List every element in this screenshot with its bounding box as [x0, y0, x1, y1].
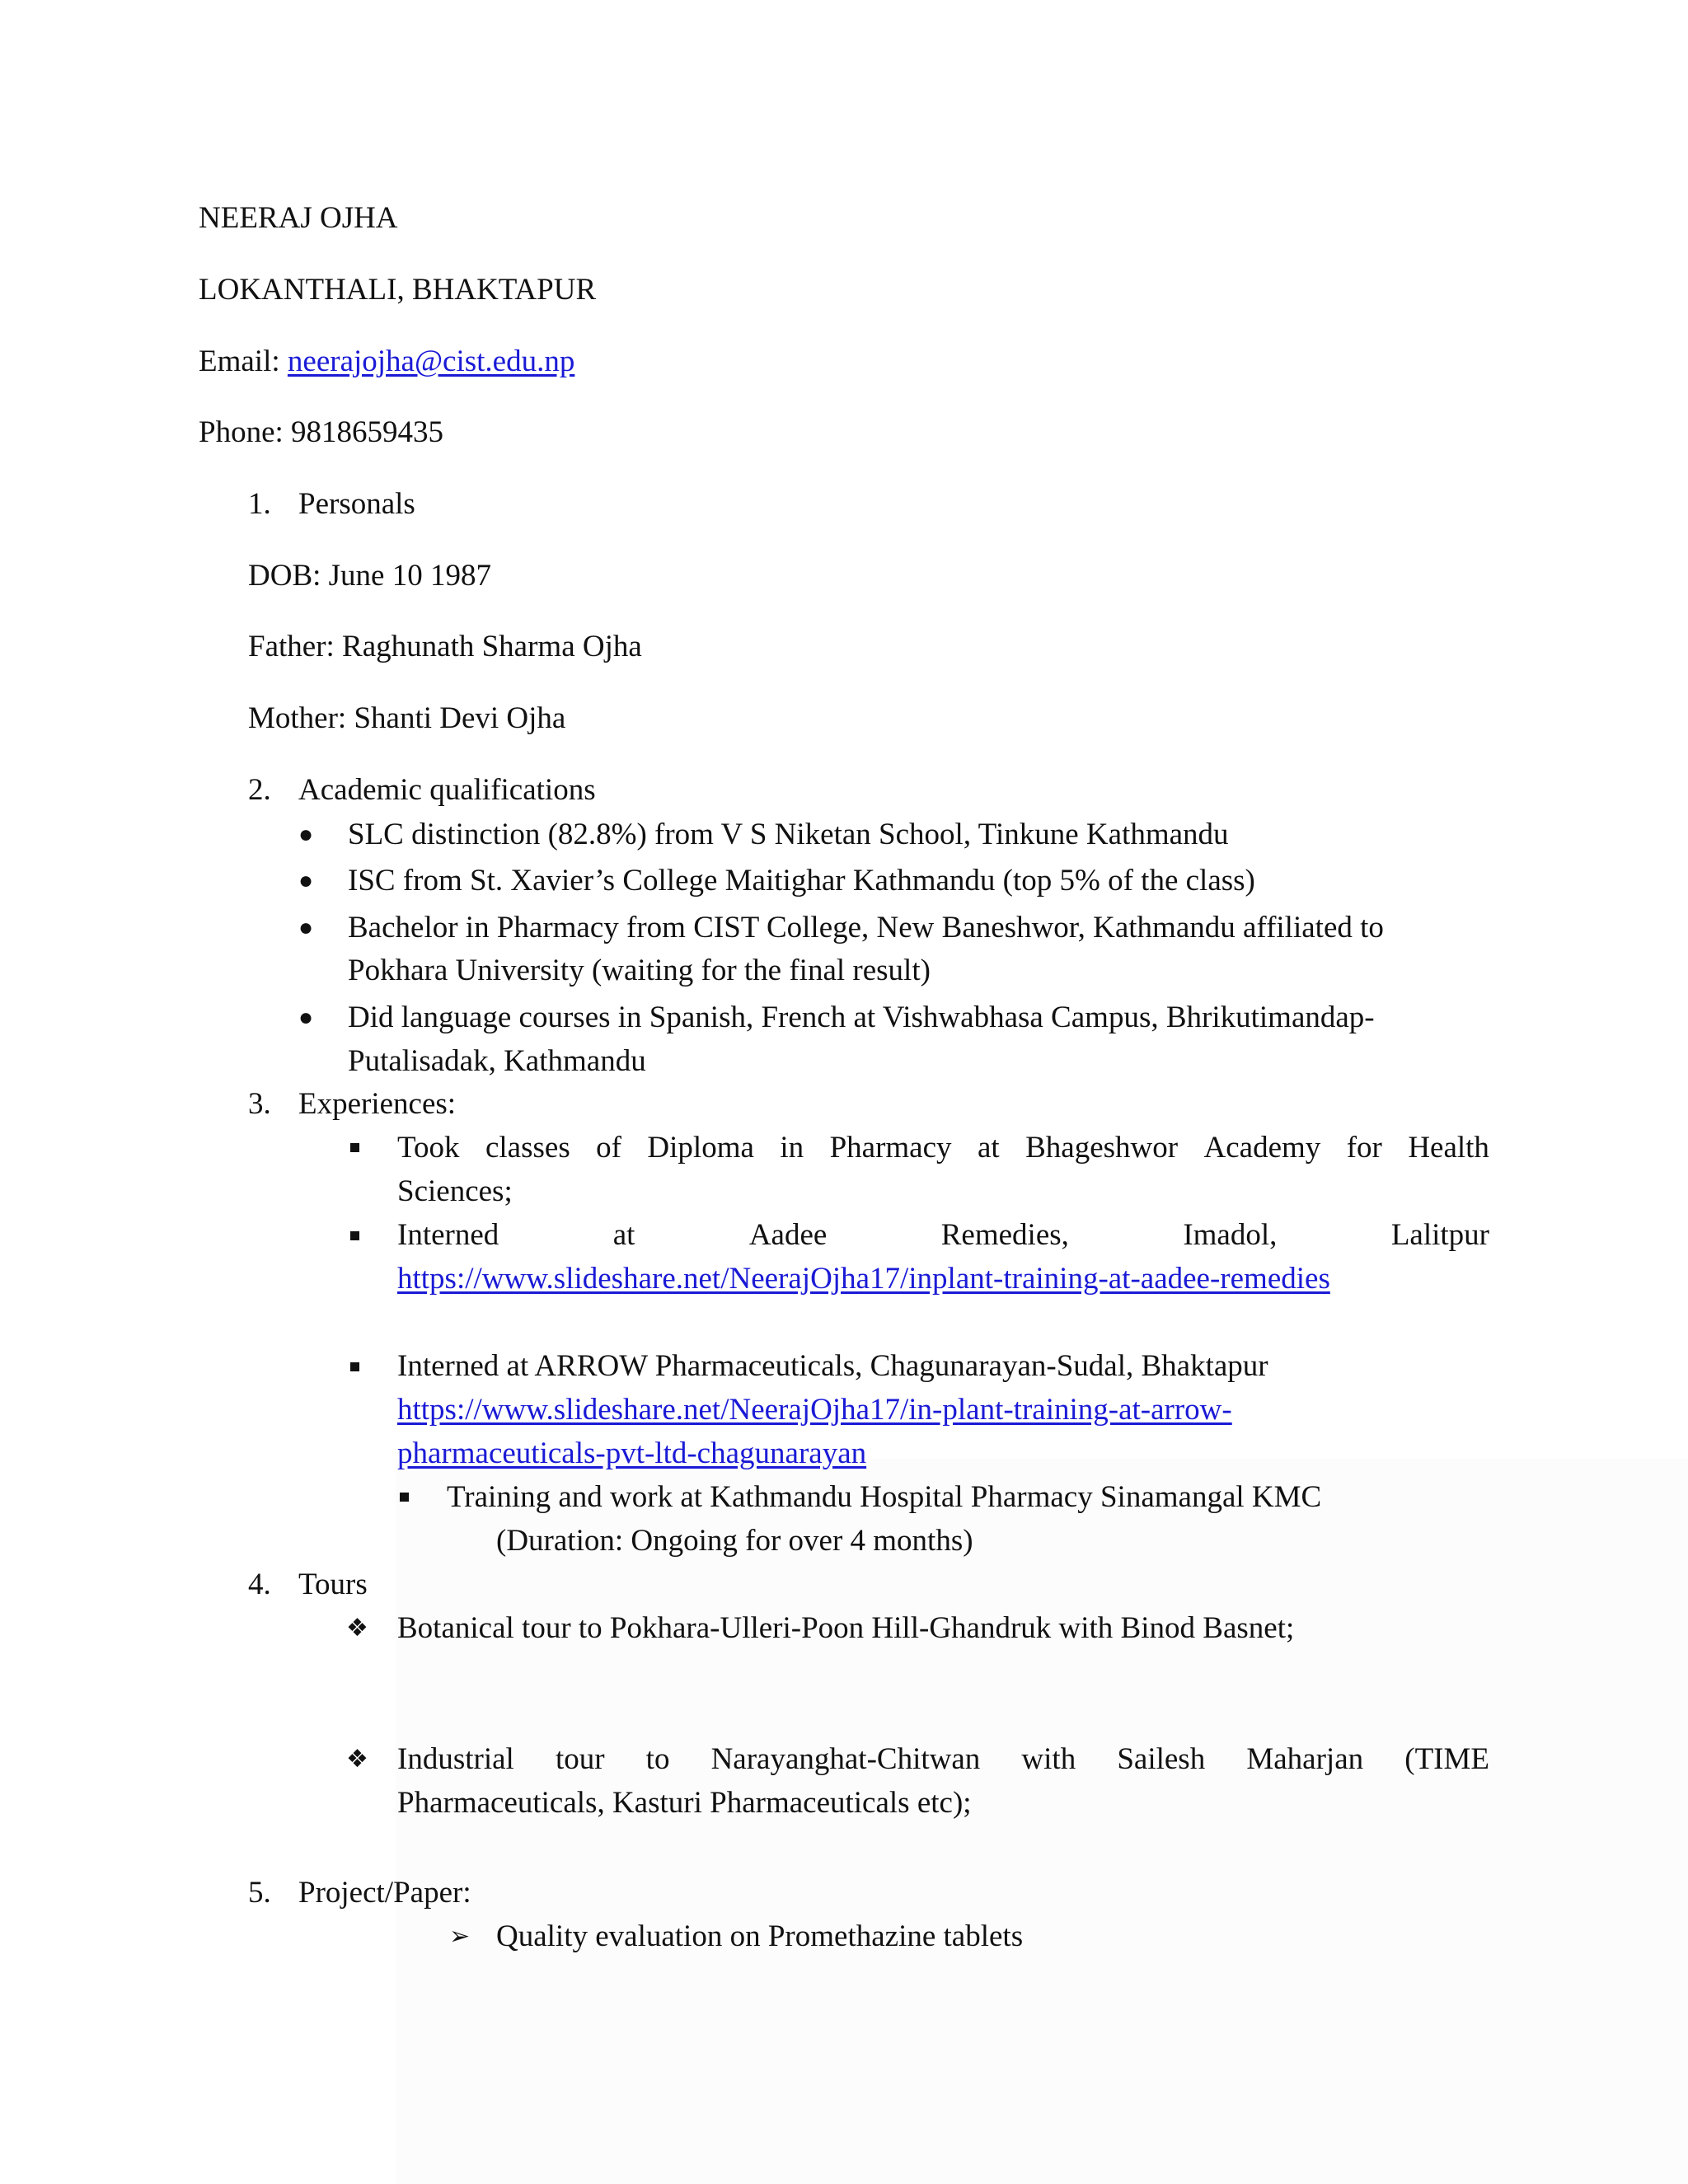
arrow-training-link-part1[interactable]: https://www.slideshare.net/NeerajOjha17/in-plant-training-at-arrow-	[397, 1393, 1232, 1427]
academic-item: Bachelor in Pharmacy from CIST College, New Baneshwor, Kathmandu affiliated to	[348, 911, 1384, 944]
section-3-title: Experiences:	[298, 1087, 457, 1121]
square-bullet-icon	[350, 1143, 359, 1152]
dob-line: DOB: June 10 1987	[248, 559, 491, 593]
phone-line: Phone: 9818659435	[199, 415, 444, 449]
experience-item-4-duration: (Duration: Ongoing for over 4 months)	[496, 1524, 973, 1558]
name-heading: NEERAJ OJHA	[199, 201, 398, 235]
bullet-dot-icon: ●	[298, 1004, 314, 1031]
mother-line: Mother: Shanti Devi Ojha	[248, 701, 566, 735]
email-label: Email:	[199, 344, 288, 378]
section-1-title: Personals	[298, 487, 415, 521]
bullet-dot-icon: ●	[298, 914, 314, 941]
arrow-bullet-icon: ➢	[449, 1922, 471, 1951]
bullet-dot-icon: ●	[298, 821, 314, 848]
address-line: LOKANTHALI, BHAKTAPUR	[199, 273, 597, 307]
academic-item: Did language courses in Spanish, French at Vishwabhasa Campus, Bhrikutimandap-	[348, 1001, 1375, 1034]
diamond-bullet-icon: ❖	[346, 1745, 368, 1774]
diamond-bullet-icon: ❖	[346, 1614, 368, 1643]
academic-item: SLC distinction (82.8%) from V S Niketan School, Tinkune Kathmandu	[348, 818, 1229, 851]
section-2-number: 2.	[248, 773, 271, 807]
experience-item-4: Training and work at Kathmandu Hospital Pharmacy Sinamangal KMC	[447, 1480, 1322, 1514]
experience-item-1-continuation: Sciences;	[397, 1174, 513, 1208]
email-link[interactable]: neerajojha@cist.edu.np	[287, 344, 575, 378]
square-bullet-icon	[350, 1362, 359, 1371]
section-4-number: 4.	[248, 1568, 271, 1601]
academic-item-continuation: Putalisadak, Kathmandu	[348, 1044, 646, 1078]
square-bullet-icon	[350, 1231, 359, 1240]
section-2-title: Academic qualifications	[298, 773, 596, 807]
arrow-training-link-part2[interactable]: pharmaceuticals-pvt-ltd-chagunarayan	[397, 1436, 867, 1470]
project-item-1: Quality evaluation on Promethazine tablets	[496, 1919, 1024, 1953]
aadee-training-link[interactable]: https://www.slideshare.net/NeerajOjha17/inplant-training-at-aadee-remedies	[397, 1262, 1330, 1296]
tour-item-2-continuation: Pharmaceuticals, Kasturi Pharmaceuticals etc);	[397, 1786, 972, 1820]
bullet-dot-icon: ●	[298, 867, 314, 894]
square-bullet-icon	[400, 1493, 409, 1502]
section-5-number: 5.	[248, 1876, 271, 1910]
section-1-number: 1.	[248, 487, 271, 521]
father-line: Father: Raghunath Sharma Ojha	[248, 630, 642, 663]
experience-item-1-line: Took classes of Diploma in Pharmacy at Bhageshwor Academy for Health	[397, 1131, 1489, 1165]
tour-item-1: Botanical tour to Pokhara-Ulleri-Poon Hill-Ghandruk with Binod Basnet;	[397, 1611, 1295, 1645]
academic-item: ISC from St. Xavier’s College Maitighar Kathmandu (top 5% of the class)	[348, 864, 1255, 898]
academic-item-continuation: Pokhara University (waiting for the final result)	[348, 954, 931, 987]
section-3-number: 3.	[248, 1087, 271, 1121]
section-4-title: Tours	[298, 1568, 368, 1601]
email-line	[199, 340, 574, 383]
section-5-title: Project/Paper:	[298, 1876, 471, 1910]
experience-item-2-line: Interned at Aadee Remedies, Imadol, Lalitpur	[397, 1218, 1489, 1252]
experience-item-3: Interned at ARROW Pharmaceuticals, Chagunarayan-Sudal, Bhaktapur	[397, 1349, 1268, 1383]
tour-item-2-line: Industrial tour to Narayanghat-Chitwan with Sailesh Maharjan (TIME	[397, 1742, 1489, 1776]
